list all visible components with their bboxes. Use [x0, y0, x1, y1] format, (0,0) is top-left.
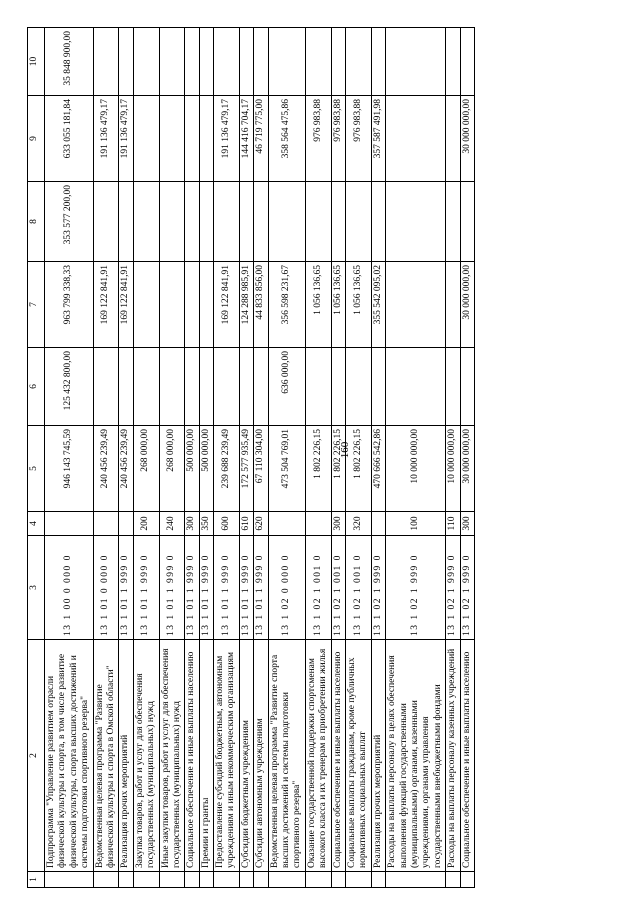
row-col6-cell: 636 000,00 [268, 348, 305, 426]
row-blank-cell [119, 872, 133, 888]
row-col9-cell: 358 564 475,86 [268, 96, 305, 182]
row-vr-cell [93, 512, 119, 536]
table-row [185, 28, 199, 888]
row-col5-cell: 1 802 226,15 [345, 426, 371, 512]
row-col6-cell [446, 348, 460, 426]
row-col10-cell [185, 28, 199, 96]
row-name-cell: Ведомственная целевая программа "Развитие спорта высших достижений и системы подготовки спортивного резерва" [268, 640, 305, 872]
row-col7-cell [199, 262, 213, 348]
row-col7-cell: 44 833 856,00 [254, 262, 268, 348]
row-col5-cell: 1 802 226,15 [305, 426, 331, 512]
header-cell: 2 [28, 640, 45, 872]
row-blank-cell [185, 872, 199, 888]
row-vr-cell: 600 [214, 512, 240, 536]
row-col10-cell [239, 28, 253, 96]
row-col8-cell [386, 182, 446, 262]
row-code-cell: 13 1 02 1 999 0 [386, 536, 446, 640]
row-col8-cell [446, 182, 460, 262]
row-col5-cell: 10 000 000,00 [446, 426, 460, 512]
row-name-cell: Социальное обеспечение и иные выплаты населению [185, 640, 199, 872]
row-col6-cell [185, 348, 199, 426]
row-col9-cell: 633 055 181,84 [45, 96, 94, 182]
row-code-cell: 13 1 01 1 999 0 [239, 536, 253, 640]
row-col10-cell [93, 28, 119, 96]
row-col9-cell: 191 136 479,17 [214, 96, 240, 182]
table-row [214, 28, 240, 888]
row-code-cell: 13 1 02 1 001 0 [345, 536, 371, 640]
table-row [159, 28, 185, 888]
row-code-cell: 13 1 01 0 000 0 [93, 536, 119, 640]
table-row [93, 28, 119, 888]
row-blank-cell [446, 872, 460, 888]
row-vr-cell [268, 512, 305, 536]
row-col7-cell: 169 122 841,91 [119, 262, 133, 348]
row-col6-cell [254, 348, 268, 426]
row-code-cell: 13 1 02 1 999 0 [446, 536, 460, 640]
row-col6-cell [93, 348, 119, 426]
table-body [45, 28, 475, 888]
row-col10-cell [331, 28, 345, 96]
row-code-cell: 13 1 01 1 999 0 [185, 536, 199, 640]
row-name-cell: Ведомственная целевая программа "Развитие физической культуры и спорта в Омской области" [93, 640, 119, 872]
row-vr-cell: 350 [199, 512, 213, 536]
row-col7-cell [185, 262, 199, 348]
table-row [199, 28, 213, 888]
row-vr-cell: 300 [460, 512, 474, 536]
row-col6-cell [133, 348, 159, 426]
row-vr-cell: 610 [239, 512, 253, 536]
row-col8-cell [239, 182, 253, 262]
page-number: 160 [339, 441, 351, 459]
row-col7-cell: 124 288 985,91 [239, 262, 253, 348]
row-col10-cell [305, 28, 331, 96]
row-col8-cell [133, 182, 159, 262]
row-name-cell: Реализация прочих мероприятий [371, 640, 385, 872]
row-vr-cell: 300 [185, 512, 199, 536]
row-col7-cell [386, 262, 446, 348]
row-col8-cell [159, 182, 185, 262]
row-col10-cell: 35 848 900,00 [45, 28, 94, 96]
row-col8-cell [345, 182, 371, 262]
row-name-cell: Субсидии бюджетным учреждениям [239, 640, 253, 872]
row-col5-cell: 240 456 239,49 [119, 426, 133, 512]
row-col7-cell: 30 000 000,00 [460, 262, 474, 348]
row-col5-cell: 1 802 226,15 [331, 426, 345, 512]
row-col8-cell [305, 182, 331, 262]
row-col8-cell: 353 577 200,00 [45, 182, 94, 262]
row-col7-cell [159, 262, 185, 348]
row-code-cell: 13 1 02 1 001 0 [305, 536, 331, 640]
row-name-cell: Закупка товаров, работ и услуг для обеспечения государственных (муниципальных) нужд [133, 640, 159, 872]
row-blank-cell [93, 872, 119, 888]
row-code-cell: 13 1 02 1 001 0 [331, 536, 345, 640]
row-col7-cell: 963 799 338,33 [45, 262, 94, 348]
row-col7-cell: 1 056 136,65 [345, 262, 371, 348]
row-col7-cell: 169 122 841,91 [93, 262, 119, 348]
row-col6-cell [386, 348, 446, 426]
row-blank-cell [268, 872, 305, 888]
row-vr-cell: 110 [446, 512, 460, 536]
row-name-cell: Подпрограмма "Управление развитием отрасли физической культуры и спорта, в том числе развитие физической культуры, спорта высших достижений и системы подготовки спортивного резерва" [45, 640, 94, 872]
header-cell: 1 [28, 872, 45, 888]
row-name-cell: Оказание государственной поддержки спортсменам высокого класса и их тренерам в приобретении жилья [305, 640, 331, 872]
row-col9-cell [446, 96, 460, 182]
row-col10-cell [386, 28, 446, 96]
header-cell: 9 [28, 96, 45, 182]
row-col7-cell: 1 056 136,65 [305, 262, 331, 348]
row-vr-cell: 620 [254, 512, 268, 536]
row-col10-cell [460, 28, 474, 96]
row-blank-cell [45, 872, 94, 888]
row-blank-cell [331, 872, 345, 888]
row-col6-cell [460, 348, 474, 426]
header-cell: 10 [28, 28, 45, 96]
row-name-cell: Социальные выплаты гражданам, кроме публичных нормативных социальных выплат [345, 640, 371, 872]
row-col6-cell [305, 348, 331, 426]
row-col6-cell [119, 348, 133, 426]
row-vr-cell: 240 [159, 512, 185, 536]
header-cell: 5 [28, 426, 45, 512]
row-code-cell: 13 1 01 1 999 0 [133, 536, 159, 640]
row-col10-cell [133, 28, 159, 96]
row-blank-cell [386, 872, 446, 888]
row-col5-cell: 268 000,00 [159, 426, 185, 512]
row-col8-cell [331, 182, 345, 262]
row-col5-cell: 473 504 769,01 [268, 426, 305, 512]
row-col5-cell: 500 000,00 [199, 426, 213, 512]
header-cell: 7 [28, 262, 45, 348]
row-col8-cell [93, 182, 119, 262]
table-row [305, 28, 331, 888]
row-code-cell: 13 1 00 0 000 0 [45, 536, 94, 640]
row-col5-cell: 239 688 239,49 [214, 426, 240, 512]
row-col9-cell: 191 136 479,17 [93, 96, 119, 182]
row-col6-cell: 125 432 800,00 [45, 348, 94, 426]
row-blank-cell [159, 872, 185, 888]
row-col10-cell [254, 28, 268, 96]
row-vr-cell: 200 [133, 512, 159, 536]
table-row [239, 28, 253, 888]
row-vr-cell: 320 [345, 512, 371, 536]
row-col9-cell: 976 983,88 [345, 96, 371, 182]
row-col5-cell: 67 110 304,00 [254, 426, 268, 512]
row-col9-cell: 144 416 704,17 [239, 96, 253, 182]
row-code-cell: 13 1 02 1 999 0 [371, 536, 385, 640]
row-code-cell: 13 1 02 1 999 0 [460, 536, 474, 640]
table-row [460, 28, 474, 888]
row-col5-cell: 30 000 000,00 [460, 426, 474, 512]
row-col9-cell: 46 719 775,00 [254, 96, 268, 182]
table-row [45, 28, 94, 888]
row-col5-cell: 172 577 935,49 [239, 426, 253, 512]
row-name-cell: Субсидии автономным учреждениям [254, 640, 268, 872]
row-name-cell: Предоставление субсидий бюджетным, автономным учреждениям и иным некоммерческим организациям [214, 640, 240, 872]
header-row [28, 28, 45, 888]
table-row [345, 28, 371, 888]
row-col6-cell [199, 348, 213, 426]
table-row [371, 28, 385, 888]
row-col7-cell: 356 598 231,67 [268, 262, 305, 348]
row-col10-cell [214, 28, 240, 96]
header-cell: 4 [28, 512, 45, 536]
row-code-cell: 13 1 01 1 999 0 [214, 536, 240, 640]
row-col5-cell: 500 000,00 [185, 426, 199, 512]
header-cell: 3 [28, 536, 45, 640]
row-col7-cell: 169 122 841,91 [214, 262, 240, 348]
row-col8-cell [268, 182, 305, 262]
row-col10-cell [268, 28, 305, 96]
row-col6-cell [239, 348, 253, 426]
row-col5-cell: 470 666 542,86 [371, 426, 385, 512]
row-name-cell: Иные закупки товаров, работ и услуг для обеспечения государственных (муниципальных) нужд [159, 640, 185, 872]
row-col8-cell [371, 182, 385, 262]
row-blank-cell [305, 872, 331, 888]
table-row [268, 28, 305, 888]
row-col10-cell [199, 28, 213, 96]
row-col9-cell [199, 96, 213, 182]
row-col9-cell: 976 983,88 [331, 96, 345, 182]
row-col6-cell [331, 348, 345, 426]
row-col9-cell: 30 000 000,00 [460, 96, 474, 182]
row-vr-cell [119, 512, 133, 536]
row-col8-cell [254, 182, 268, 262]
row-col9-cell [386, 96, 446, 182]
row-blank-cell [371, 872, 385, 888]
row-blank-cell [345, 872, 371, 888]
header-cell: 6 [28, 348, 45, 426]
row-col9-cell: 191 136 479,17 [119, 96, 133, 182]
row-vr-cell: 300 [331, 512, 345, 536]
row-col9-cell: 976 983,88 [305, 96, 331, 182]
row-col8-cell [119, 182, 133, 262]
row-code-cell: 13 1 01 1 999 0 [199, 536, 213, 640]
row-col6-cell [159, 348, 185, 426]
row-code-cell: 13 1 01 1 999 0 [254, 536, 268, 640]
row-name-cell: Социальное обеспечение и иные выплаты населению [331, 640, 345, 872]
row-col8-cell [460, 182, 474, 262]
row-col7-cell [133, 262, 159, 348]
row-col8-cell [199, 182, 213, 262]
row-col8-cell [214, 182, 240, 262]
row-blank-cell [239, 872, 253, 888]
row-col10-cell [446, 28, 460, 96]
row-vr-cell [45, 512, 94, 536]
row-col10-cell [345, 28, 371, 96]
row-vr-cell [305, 512, 331, 536]
row-col7-cell: 1 056 136,65 [331, 262, 345, 348]
row-blank-cell [199, 872, 213, 888]
row-blank-cell [214, 872, 240, 888]
table-row [119, 28, 133, 888]
row-vr-cell: 100 [386, 512, 446, 536]
table-row [254, 28, 268, 888]
rotated-table-container [27, 28, 602, 888]
row-col9-cell: 357 587 491,98 [371, 96, 385, 182]
row-vr-cell [371, 512, 385, 536]
row-blank-cell [460, 872, 474, 888]
row-col8-cell [185, 182, 199, 262]
row-col7-cell: 355 542 095,02 [371, 262, 385, 348]
row-col9-cell [185, 96, 199, 182]
row-col6-cell [371, 348, 385, 426]
row-name-cell: Расходы на выплаты персоналу казенных учреждений [446, 640, 460, 872]
row-col5-cell: 240 456 239,49 [93, 426, 119, 512]
table-row [446, 28, 460, 888]
row-col6-cell [345, 348, 371, 426]
row-code-cell: 13 1 02 0 000 0 [268, 536, 305, 640]
row-col10-cell [159, 28, 185, 96]
row-col5-cell: 268 000,00 [133, 426, 159, 512]
row-col9-cell [159, 96, 185, 182]
table-row [386, 28, 446, 888]
table-row [331, 28, 345, 888]
row-name-cell: Реализация прочих мероприятий [119, 640, 133, 872]
row-name-cell: Премии и гранты [199, 640, 213, 872]
budget-table [27, 27, 475, 888]
header-cell: 8 [28, 182, 45, 262]
table-row [133, 28, 159, 888]
row-name-cell: Расходы на выплаты персоналу в целях обеспечения выполнения функций государственными (муниципальными) органами, казенными учреждениями, органами управления государственными внебюджетными фондами [386, 640, 446, 872]
row-col6-cell [214, 348, 240, 426]
row-col10-cell [119, 28, 133, 96]
row-code-cell: 13 1 01 1 999 0 [159, 536, 185, 640]
row-blank-cell [254, 872, 268, 888]
row-col5-cell: 946 143 745,59 [45, 426, 94, 512]
row-col9-cell [133, 96, 159, 182]
row-blank-cell [133, 872, 159, 888]
row-col5-cell: 10 000 000,00 [386, 426, 446, 512]
row-name-cell: Социальное обеспечение и иные выплаты населению [460, 640, 474, 872]
row-col7-cell [446, 262, 460, 348]
row-col10-cell [371, 28, 385, 96]
row-code-cell: 13 1 01 1 999 0 [119, 536, 133, 640]
